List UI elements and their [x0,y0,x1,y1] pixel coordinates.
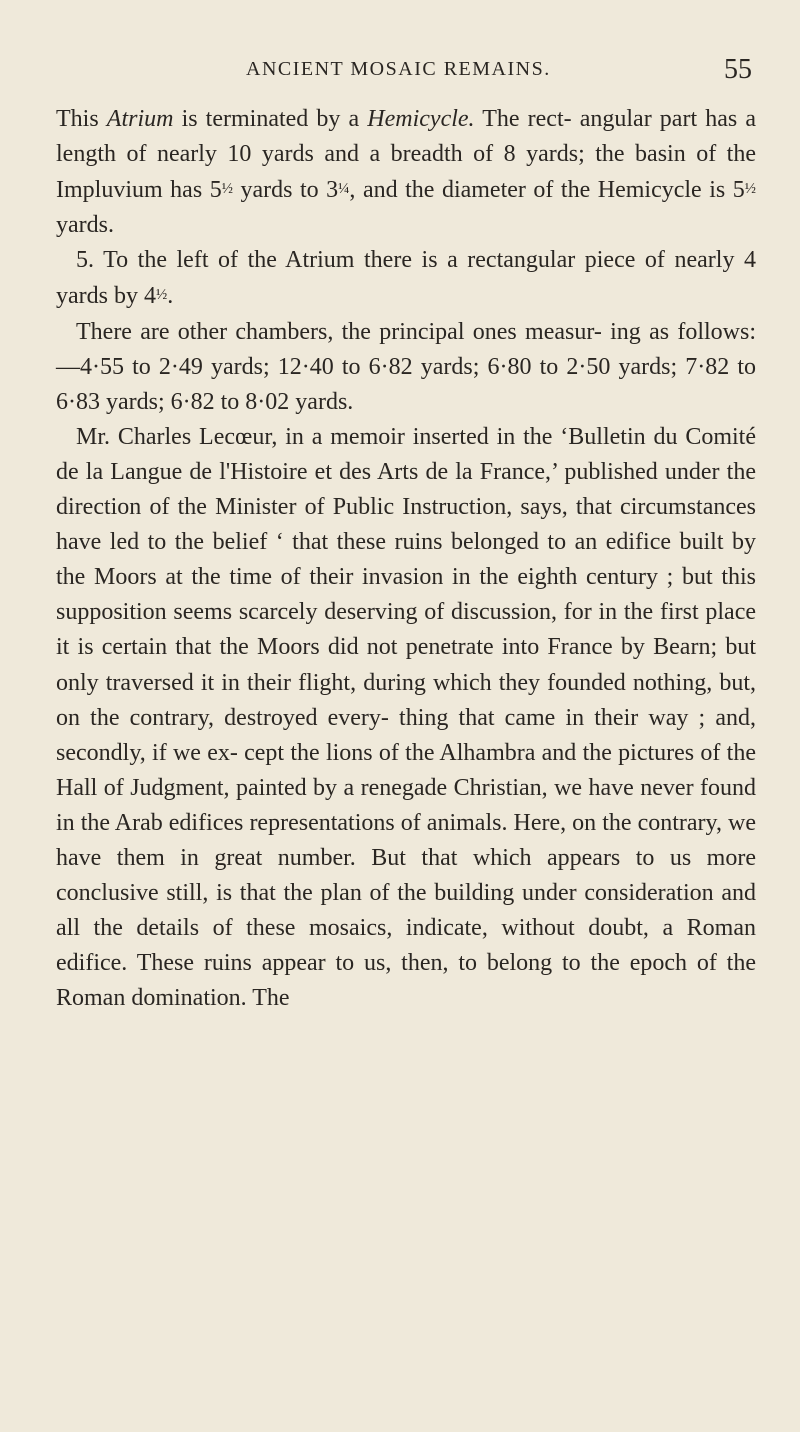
text-run: . [167,283,174,310]
text-run: This [56,106,107,132]
fraction: ½ [155,287,168,304]
italic-term-hemicycle: Hemicycle. [367,106,475,132]
body-text [56,102,756,1016]
running-title: ANCIENT MOSAIC REMAINS. [246,58,551,80]
text-run: yards to 3 [232,177,339,204]
text-run: yards. [56,212,114,239]
text-run: The rect- angular part has a length of nearly 10 yards and a breadth of 8 yards; the basin of the Impluvium has 5 [56,106,756,204]
fraction: ½ [221,181,233,198]
italic-term-atrium: Atrium [106,106,174,132]
paragraph-lecoeur: Mr. Charles Lecœur, in a memoir inserted in the ‘Bulletin du Comité de la Langue de l'Histoire et des Arts de la France,’ published under the direction of the Minister of Public Instruction, says, that circumstances have led to the belief ‘ that these ruins belonged to an edifice built by the Moors at the time of their invasion in the eighth century ; but this supposition seems scarcely deserving of discussion, for in the first place it is certain that the Moors did not penetrate into France by Bearn; but only traversed it in their flight, during which they founded nothing, but, on the contrary, destroyed every- thing that came in their way ; and, secondly, if we ex- cept the lions of the Alhambra and the pictures of the Hall of Judgment, painted by a renegade Christian, we have never found in the Arab edifices representations of animals. Here, on the contrary, we have them in great number. But that which appears to us more conclusive still, is that the plan of the building under consideration and all the details of these mosaics, indicate, without doubt, a Roman edifice. These ruins appear to us, then, to belong to the epoch of the Roman domination. The [56,423,756,1012]
fraction: ½ [744,181,757,198]
fraction: ¼ [338,181,350,198]
text-run: , and the diameter of the Hemicycle is 5 [349,177,745,204]
text-run: is terminated by a [173,106,368,132]
paragraph-atrium [56,102,756,243]
paragraph-chambers: There are other chambers, the principal ones measur- ing as follows:—4·55 to 2·49 yards; 12·40 to 6·82 yards; 6·80 to 2·50 yards; 7·82 to 6·83 yards; 6·82 to 8·02 yards. [56,318,756,415]
text-run: 5. To the left of the Atrium there is a rectangular piece of nearly 4 yards by 4 [56,247,756,310]
running-head [0,54,800,92]
page-number: 55 [724,54,752,85]
paragraph-section-5 [56,243,756,314]
